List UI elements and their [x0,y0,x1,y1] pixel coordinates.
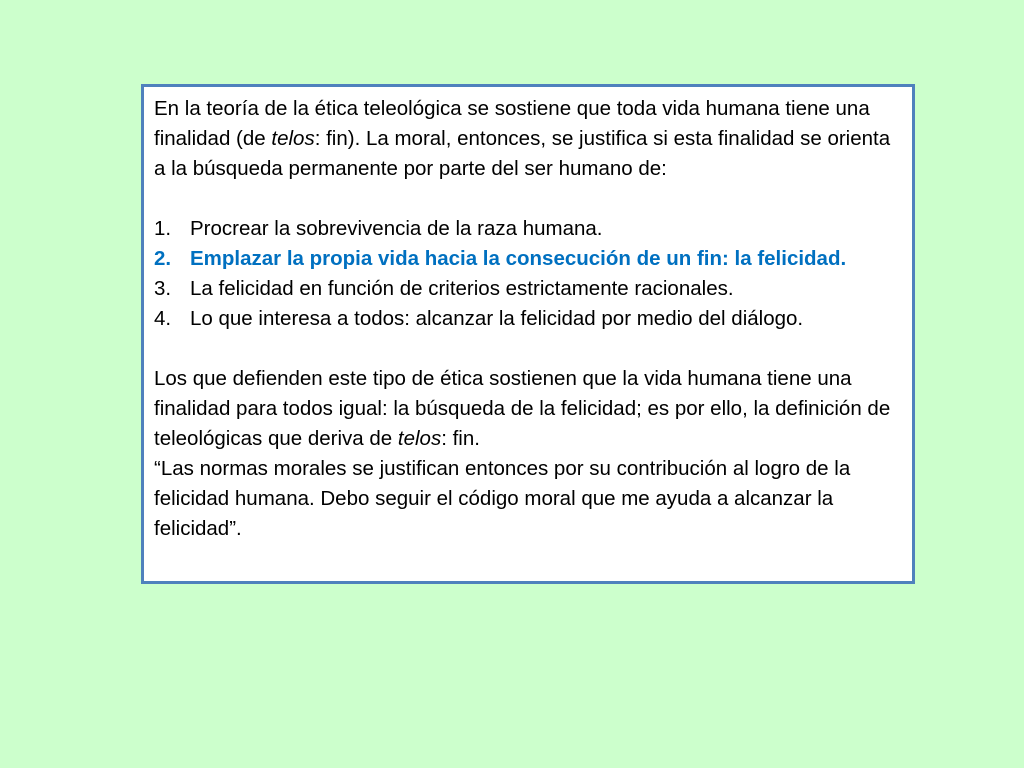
spacer [154,334,902,364]
option-number: 1. [154,217,172,240]
option-text: Emplazar la propia vida hacia la consecución de un fin: la felicidad. [190,247,847,270]
spacer [154,184,902,214]
option-text: Procrear la sobrevivencia de la raza humana. [190,217,603,240]
option-text: Lo que interesa a todos: alcanzar la felicidad por medio del diálogo. [190,307,804,330]
explanation-term: telos [397,427,442,450]
answer-option-2-correct [154,244,902,274]
question-term: telos [271,127,315,150]
explanation-text-part: Los que defienden este tipo de ética sostienen que la vida humana tiene una finalidad para todos igual: la búsqueda de la felicidad; es por ello, la definición de teleológicas que deriva de [154,367,891,450]
option-text: La felicidad en función de criterios estrictamente racionales. [190,277,734,300]
answer-option-3 [154,274,902,304]
answer-option-4 [154,304,902,334]
answer-option-1 [154,214,902,244]
explanation-text [154,364,902,454]
question-text-part: En la teoría de la ética teleológica se sostiene que toda vida humana tiene una finalidad (de [154,97,870,150]
option-number: 3. [154,277,172,300]
quote-text: “Las normas morales se justifican entonces por su contribución al logro de la felicidad humana. Debo seguir el código moral que me ayuda a alcanzar la felicidad”. [154,457,851,540]
question-box [141,84,915,584]
option-number: 4. [154,307,172,330]
option-number: 2. [154,247,172,270]
explanation-text-part: : fin. [441,427,480,450]
question-text [154,94,902,184]
question-text-part: : fin). La moral, entonces, se justifica si esta finalidad se orienta a la búsqueda permanente por parte del ser humano de: [154,127,891,180]
answer-options [154,214,902,334]
